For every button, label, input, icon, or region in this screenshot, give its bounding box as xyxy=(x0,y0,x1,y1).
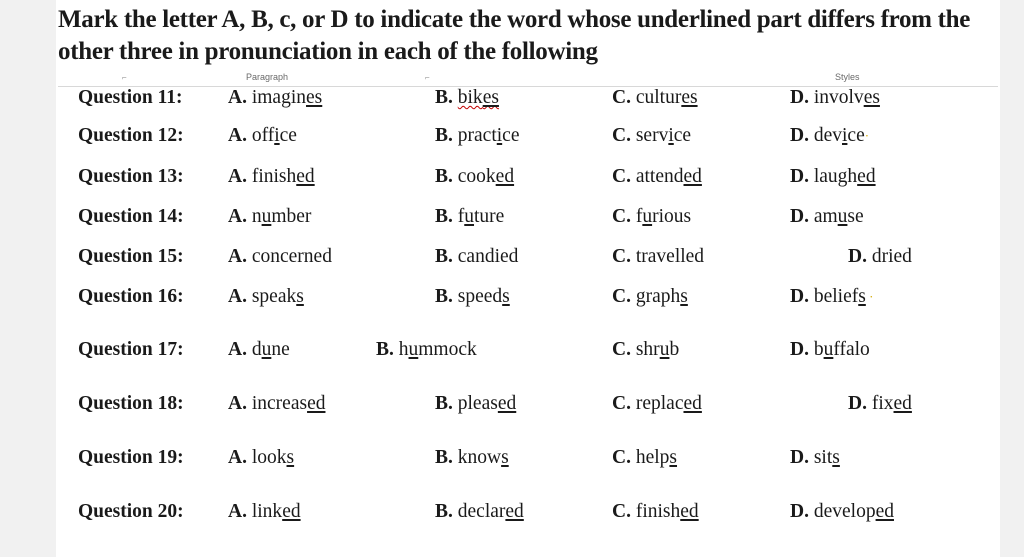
word-prefix: belief xyxy=(813,286,859,307)
word-suffix: b xyxy=(669,339,680,360)
underlined-part: s xyxy=(296,286,304,307)
option-a[interactable] xyxy=(228,389,325,419)
option-a[interactable] xyxy=(228,83,322,113)
underlined-part: ed xyxy=(857,166,876,187)
question-label: Question 19: xyxy=(78,447,184,468)
option-word xyxy=(636,125,691,146)
question-row xyxy=(0,335,1024,365)
ribbon-group-styles-label: Styles xyxy=(835,72,860,82)
word-prefix: laugh xyxy=(813,166,858,187)
question-row xyxy=(0,162,1024,192)
option-d[interactable] xyxy=(848,389,912,419)
question-row xyxy=(0,121,1024,151)
option-letter: D. xyxy=(848,393,867,414)
option-a[interactable] xyxy=(228,162,315,192)
option-word xyxy=(814,166,876,187)
option-d[interactable] xyxy=(790,202,864,232)
underlined-part: s xyxy=(286,447,295,468)
underlined-part: u xyxy=(408,339,419,360)
option-letter: A. xyxy=(228,246,247,267)
option-letter: B. xyxy=(435,286,453,307)
underlined-part: u xyxy=(823,339,834,360)
question-row xyxy=(0,282,1024,312)
option-letter: C. xyxy=(612,501,631,522)
option-letter: A. xyxy=(228,393,247,414)
word-prefix: d xyxy=(251,339,262,360)
word-suffix: mmock xyxy=(418,339,477,360)
option-letter: B. xyxy=(435,206,453,227)
word-suffix: ce xyxy=(279,125,297,146)
option-word xyxy=(814,286,866,307)
question-label: Question 20: xyxy=(78,501,184,522)
option-letter: D. xyxy=(790,447,809,468)
option-letter: C. xyxy=(612,166,631,187)
underlined-part: es xyxy=(306,87,323,108)
word-suffix: ce xyxy=(673,125,692,146)
option-b[interactable] xyxy=(435,443,509,473)
underlined-part: i xyxy=(274,125,280,146)
question-row xyxy=(0,497,1024,527)
option-a[interactable] xyxy=(228,242,332,272)
option-a[interactable] xyxy=(228,335,290,365)
option-letter: D. xyxy=(790,206,809,227)
option-d[interactable] xyxy=(790,282,873,312)
underlined-part: s xyxy=(501,447,509,468)
option-word xyxy=(636,87,698,108)
underlined-part: u xyxy=(659,339,670,360)
option-word xyxy=(814,206,864,227)
option-letter: C. xyxy=(612,339,631,360)
word-prefix: candied xyxy=(457,246,519,267)
option-letter: A. xyxy=(228,501,247,522)
word-suffix: ne xyxy=(271,339,290,360)
option-letter: D. xyxy=(790,125,809,146)
option-letter: C. xyxy=(612,87,631,108)
option-letter: C. xyxy=(612,286,631,307)
ribbon-group-paragraph-label: Paragraph xyxy=(246,72,289,82)
underlined-part: i xyxy=(842,125,848,146)
word-prefix: dried xyxy=(871,246,912,267)
word-prefix: speed xyxy=(457,286,503,307)
option-word xyxy=(458,447,509,468)
option-word xyxy=(872,246,912,267)
option-word xyxy=(252,125,297,146)
option-a[interactable] xyxy=(228,443,294,473)
option-letter: D. xyxy=(790,501,809,522)
underlined-part: es xyxy=(863,87,880,108)
option-d[interactable] xyxy=(848,242,912,272)
underlined-part: s xyxy=(680,286,688,307)
underlined-part: ed xyxy=(495,166,515,187)
option-b[interactable] xyxy=(435,389,516,419)
option-letter: B. xyxy=(376,339,394,360)
option-letter: A. xyxy=(228,166,247,187)
word-prefix: declar xyxy=(457,501,506,522)
underlined-part: u xyxy=(642,206,653,227)
option-d[interactable] xyxy=(790,497,894,527)
option-b[interactable] xyxy=(435,162,514,192)
question-label: Question 14: xyxy=(78,206,184,227)
word-prefix: dev xyxy=(813,125,842,146)
word-prefix: f xyxy=(457,206,465,227)
option-word xyxy=(814,501,894,522)
underlined-part: s xyxy=(832,447,840,468)
option-letter: B. xyxy=(435,501,453,522)
option-letter: C. xyxy=(612,393,631,414)
word-prefix: replac xyxy=(635,393,684,414)
option-letter: A. xyxy=(228,286,247,307)
instruction-text: Mark the letter A, B, c, or D to indicate the word whose underlined part differs from the other three in pronunciation in each of the following xyxy=(58,6,971,65)
word-prefix: link xyxy=(251,501,283,522)
underlined-part: ed xyxy=(683,393,702,414)
option-word xyxy=(636,339,679,360)
word-prefix: concerned xyxy=(251,246,332,267)
option-word xyxy=(814,87,880,108)
dialog-launcher-icon[interactable]: ⌐ xyxy=(122,73,127,82)
underlined-part: u xyxy=(837,206,848,227)
option-letter: B. xyxy=(435,125,453,146)
option-letter: B. xyxy=(435,393,453,414)
underlined-part: ed xyxy=(893,393,912,414)
underlined-part: i xyxy=(496,125,503,146)
option-letter: A. xyxy=(228,125,247,146)
option-word xyxy=(458,125,520,146)
underlined-part: ed xyxy=(282,501,301,522)
question-label: Question 15: xyxy=(78,246,184,267)
option-word xyxy=(814,125,865,146)
option-c[interactable] xyxy=(612,335,679,365)
option-letter: B. xyxy=(435,246,453,267)
option-b[interactable] xyxy=(435,202,504,232)
option-word xyxy=(814,339,870,360)
word-prefix: cook xyxy=(457,166,496,187)
word-prefix: off xyxy=(251,125,275,146)
option-letter: A. xyxy=(228,87,247,108)
word-prefix: speak xyxy=(251,286,297,307)
option-letter: D. xyxy=(790,339,809,360)
question-row xyxy=(0,242,1024,272)
word-prefix: pleas xyxy=(457,393,498,414)
word-prefix: finish xyxy=(251,166,297,187)
option-c[interactable] xyxy=(612,121,691,151)
word-prefix: develop xyxy=(813,501,876,522)
word-prefix: shr xyxy=(635,339,660,360)
word-prefix: sit xyxy=(813,447,833,468)
format-mark-icon: · xyxy=(864,128,870,143)
option-word xyxy=(458,286,510,307)
word-prefix: involv xyxy=(813,87,864,108)
option-word xyxy=(252,206,312,227)
word-prefix: n xyxy=(251,206,262,227)
option-word xyxy=(814,447,840,468)
word-prefix: pract xyxy=(457,125,497,146)
option-c[interactable] xyxy=(612,282,688,312)
word-prefix: cultur xyxy=(635,87,682,108)
option-letter: D. xyxy=(790,166,809,187)
word-prefix: know xyxy=(457,447,502,468)
word-prefix: bik xyxy=(457,87,483,108)
option-c[interactable] xyxy=(612,443,677,473)
word-prefix: travelled xyxy=(635,246,705,267)
option-letter: A. xyxy=(228,447,247,468)
word-prefix: serv xyxy=(635,125,669,146)
option-letter: B. xyxy=(435,166,453,187)
underlined-part: ed xyxy=(505,501,524,522)
option-word xyxy=(399,339,477,360)
underlined-part: i xyxy=(668,125,674,146)
word-suffix: mber xyxy=(271,206,312,227)
word-prefix: fix xyxy=(871,393,894,414)
word-prefix: f xyxy=(635,206,643,227)
word-prefix: h xyxy=(398,339,409,360)
question-row xyxy=(0,389,1024,419)
underlined-part: ed xyxy=(680,501,699,522)
option-word xyxy=(636,501,699,522)
option-word xyxy=(252,87,322,108)
option-word xyxy=(636,393,702,414)
word-prefix: attend xyxy=(635,166,684,187)
option-letter: B. xyxy=(435,447,453,468)
word-prefix: finish xyxy=(635,501,681,522)
option-b[interactable] xyxy=(435,497,524,527)
option-a[interactable] xyxy=(228,121,297,151)
option-word xyxy=(252,286,304,307)
underlined-part: u xyxy=(261,206,272,227)
option-word xyxy=(458,206,505,227)
option-d[interactable] xyxy=(790,162,876,192)
option-b[interactable] xyxy=(376,335,477,365)
option-word xyxy=(458,166,514,187)
underlined-part: u xyxy=(464,206,475,227)
option-word xyxy=(636,246,704,267)
word-suffix: ffalo xyxy=(833,339,870,360)
option-c[interactable] xyxy=(612,202,691,232)
option-d[interactable] xyxy=(790,121,869,151)
option-word xyxy=(458,246,519,267)
option-word xyxy=(636,447,677,468)
option-word xyxy=(636,206,691,227)
word-prefix: graph xyxy=(635,286,681,307)
option-word xyxy=(636,166,702,187)
option-a[interactable] xyxy=(228,202,311,232)
option-word xyxy=(252,339,290,360)
option-d[interactable] xyxy=(790,335,870,365)
option-word xyxy=(252,166,315,187)
option-word xyxy=(252,447,294,468)
option-word xyxy=(458,87,499,108)
word-suffix: ce xyxy=(847,125,865,146)
option-word xyxy=(636,286,688,307)
option-b[interactable] xyxy=(435,282,510,312)
option-c[interactable] xyxy=(612,389,702,419)
underlined-part: ed xyxy=(296,166,315,187)
option-c[interactable] xyxy=(612,242,704,272)
option-letter: C. xyxy=(612,246,631,267)
underlined-part: s xyxy=(669,447,678,468)
word-suffix: rious xyxy=(652,206,692,227)
word-suffix: ture xyxy=(474,206,505,227)
question-label: Question 17: xyxy=(78,339,184,360)
underlined-part: es xyxy=(482,87,499,108)
option-d[interactable] xyxy=(790,83,880,113)
option-b[interactable] xyxy=(435,83,499,113)
word-prefix: b xyxy=(813,339,824,360)
underlined-part: ed xyxy=(497,393,517,414)
question-label: Question 13: xyxy=(78,166,184,187)
option-word xyxy=(458,501,524,522)
option-word xyxy=(252,246,332,267)
question-row xyxy=(0,443,1024,473)
question-label: Question 18: xyxy=(78,393,184,414)
question-label: Question 11: xyxy=(78,87,183,108)
dialog-launcher-icon[interactable]: ⌐ xyxy=(425,73,430,82)
underlined-part: s xyxy=(858,286,866,307)
underlined-part: s xyxy=(502,286,510,307)
underlined-part: ed xyxy=(875,501,894,522)
option-letter: B. xyxy=(435,87,453,108)
question-label: Question 12: xyxy=(78,125,184,146)
option-b[interactable] xyxy=(435,242,518,272)
option-letter: D. xyxy=(848,246,867,267)
word-prefix: increas xyxy=(251,393,308,414)
format-mark-icon: · xyxy=(865,289,874,304)
option-word xyxy=(252,393,326,414)
option-letter: D. xyxy=(790,286,809,307)
word-prefix: imagin xyxy=(251,87,307,108)
option-letter: A. xyxy=(228,206,247,227)
option-d[interactable] xyxy=(790,443,840,473)
option-a[interactable] xyxy=(228,282,304,312)
option-a[interactable] xyxy=(228,497,301,527)
option-word xyxy=(252,501,301,522)
word-prefix: help xyxy=(635,447,670,468)
option-word xyxy=(872,393,912,414)
question-row xyxy=(0,202,1024,232)
word-prefix: look xyxy=(251,447,287,468)
question-row xyxy=(0,83,1024,113)
question-label: Question 16: xyxy=(78,286,184,307)
option-c[interactable] xyxy=(612,162,702,192)
option-c[interactable] xyxy=(612,83,698,113)
option-letter: C. xyxy=(612,447,631,468)
option-b[interactable] xyxy=(435,121,519,151)
underlined-part: ed xyxy=(683,166,702,187)
word-prefix: am xyxy=(813,206,838,227)
word-suffix: se xyxy=(847,206,864,227)
option-word xyxy=(458,393,516,414)
option-letter: C. xyxy=(612,206,631,227)
underlined-part: es xyxy=(681,87,698,108)
underlined-part: ed xyxy=(307,393,326,414)
option-letter: A. xyxy=(228,339,247,360)
underlined-part: u xyxy=(261,339,272,360)
word-suffix: ce xyxy=(502,125,520,146)
option-c[interactable] xyxy=(612,497,699,527)
option-letter: D. xyxy=(790,87,809,108)
option-letter: C. xyxy=(612,125,631,146)
